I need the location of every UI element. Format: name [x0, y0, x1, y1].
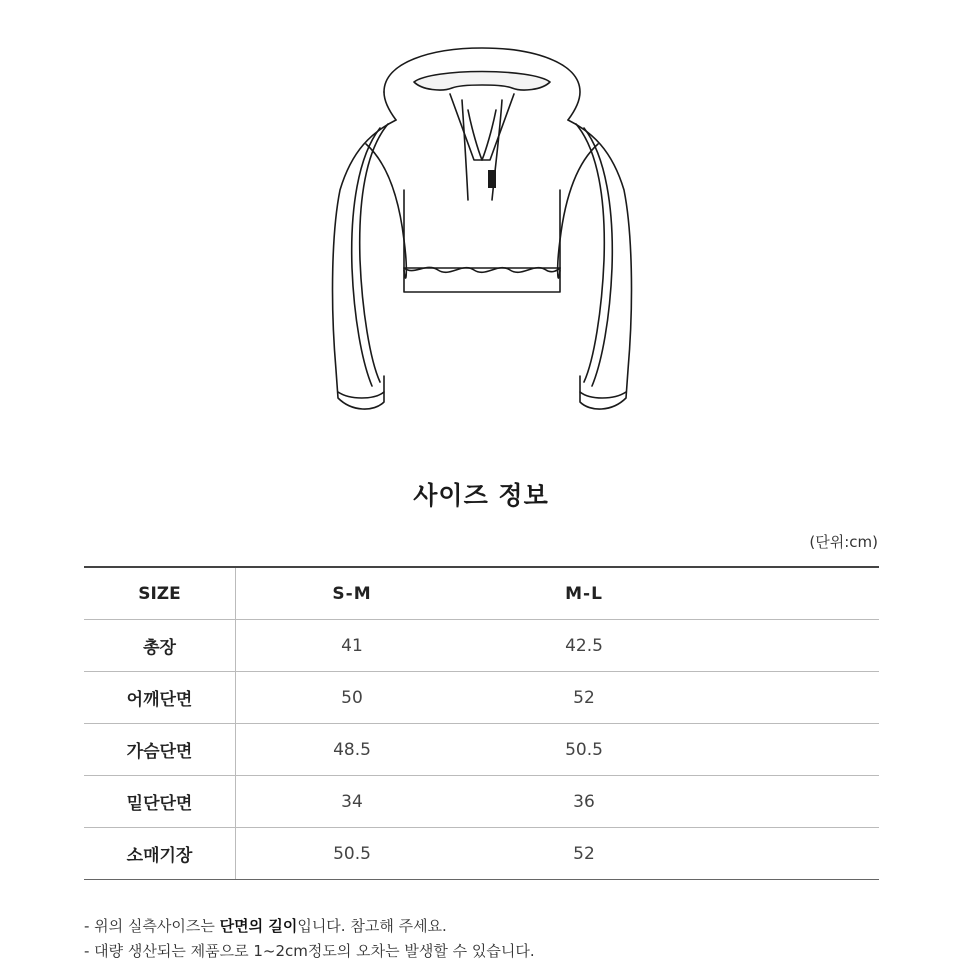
header-empty-cell: [700, 567, 879, 620]
row-label: 밑단단면: [84, 776, 236, 828]
cell-value: 34: [236, 776, 469, 828]
cropped-hoodie-sketch-icon: [322, 40, 642, 420]
cell-value: 50: [236, 672, 469, 724]
cell-value: 52: [468, 672, 700, 724]
size-table: [84, 566, 879, 880]
row-label: 어깨단면: [84, 672, 236, 724]
empty-cell: [700, 620, 879, 672]
header-size-label: SIZE: [84, 567, 236, 620]
unit-note: (단위:cm): [809, 533, 878, 551]
header-col-m-l: M-L: [468, 567, 700, 620]
empty-cell: [700, 724, 879, 776]
cell-value: 41: [236, 620, 469, 672]
cell-value: 36: [468, 776, 700, 828]
cell-value: 50.5: [236, 828, 469, 880]
note-line-1: [84, 914, 535, 939]
row-label: 총장: [84, 620, 236, 672]
note-1-suffix: 입니다. 참고해 주세요.: [297, 917, 447, 935]
table-row: [84, 828, 879, 880]
table-row: [84, 672, 879, 724]
empty-cell: [700, 776, 879, 828]
note-1-emphasis: 단면의 길이: [219, 917, 298, 935]
header-col-s-m: S-M: [236, 567, 469, 620]
row-label: 소매기장: [84, 828, 236, 880]
table-header-row: [84, 567, 879, 620]
table-row: [84, 620, 879, 672]
cell-value: 52: [468, 828, 700, 880]
empty-cell: [700, 828, 879, 880]
table-row: [84, 724, 879, 776]
table-row: [84, 776, 879, 828]
cell-value: 42.5: [468, 620, 700, 672]
empty-cell: [700, 672, 879, 724]
note-1-prefix: - 위의 실측사이즈는: [84, 917, 220, 935]
notes: [84, 914, 535, 964]
cell-value: 50.5: [468, 724, 700, 776]
row-label: 가슴단면: [84, 724, 236, 776]
page-title: 사이즈 정보: [413, 481, 549, 510]
note-line-2: - 대량 생산되는 제품으로 1~2cm정도의 오차는 발생할 수 있습니다.: [84, 942, 535, 960]
cell-value: 48.5: [236, 724, 469, 776]
